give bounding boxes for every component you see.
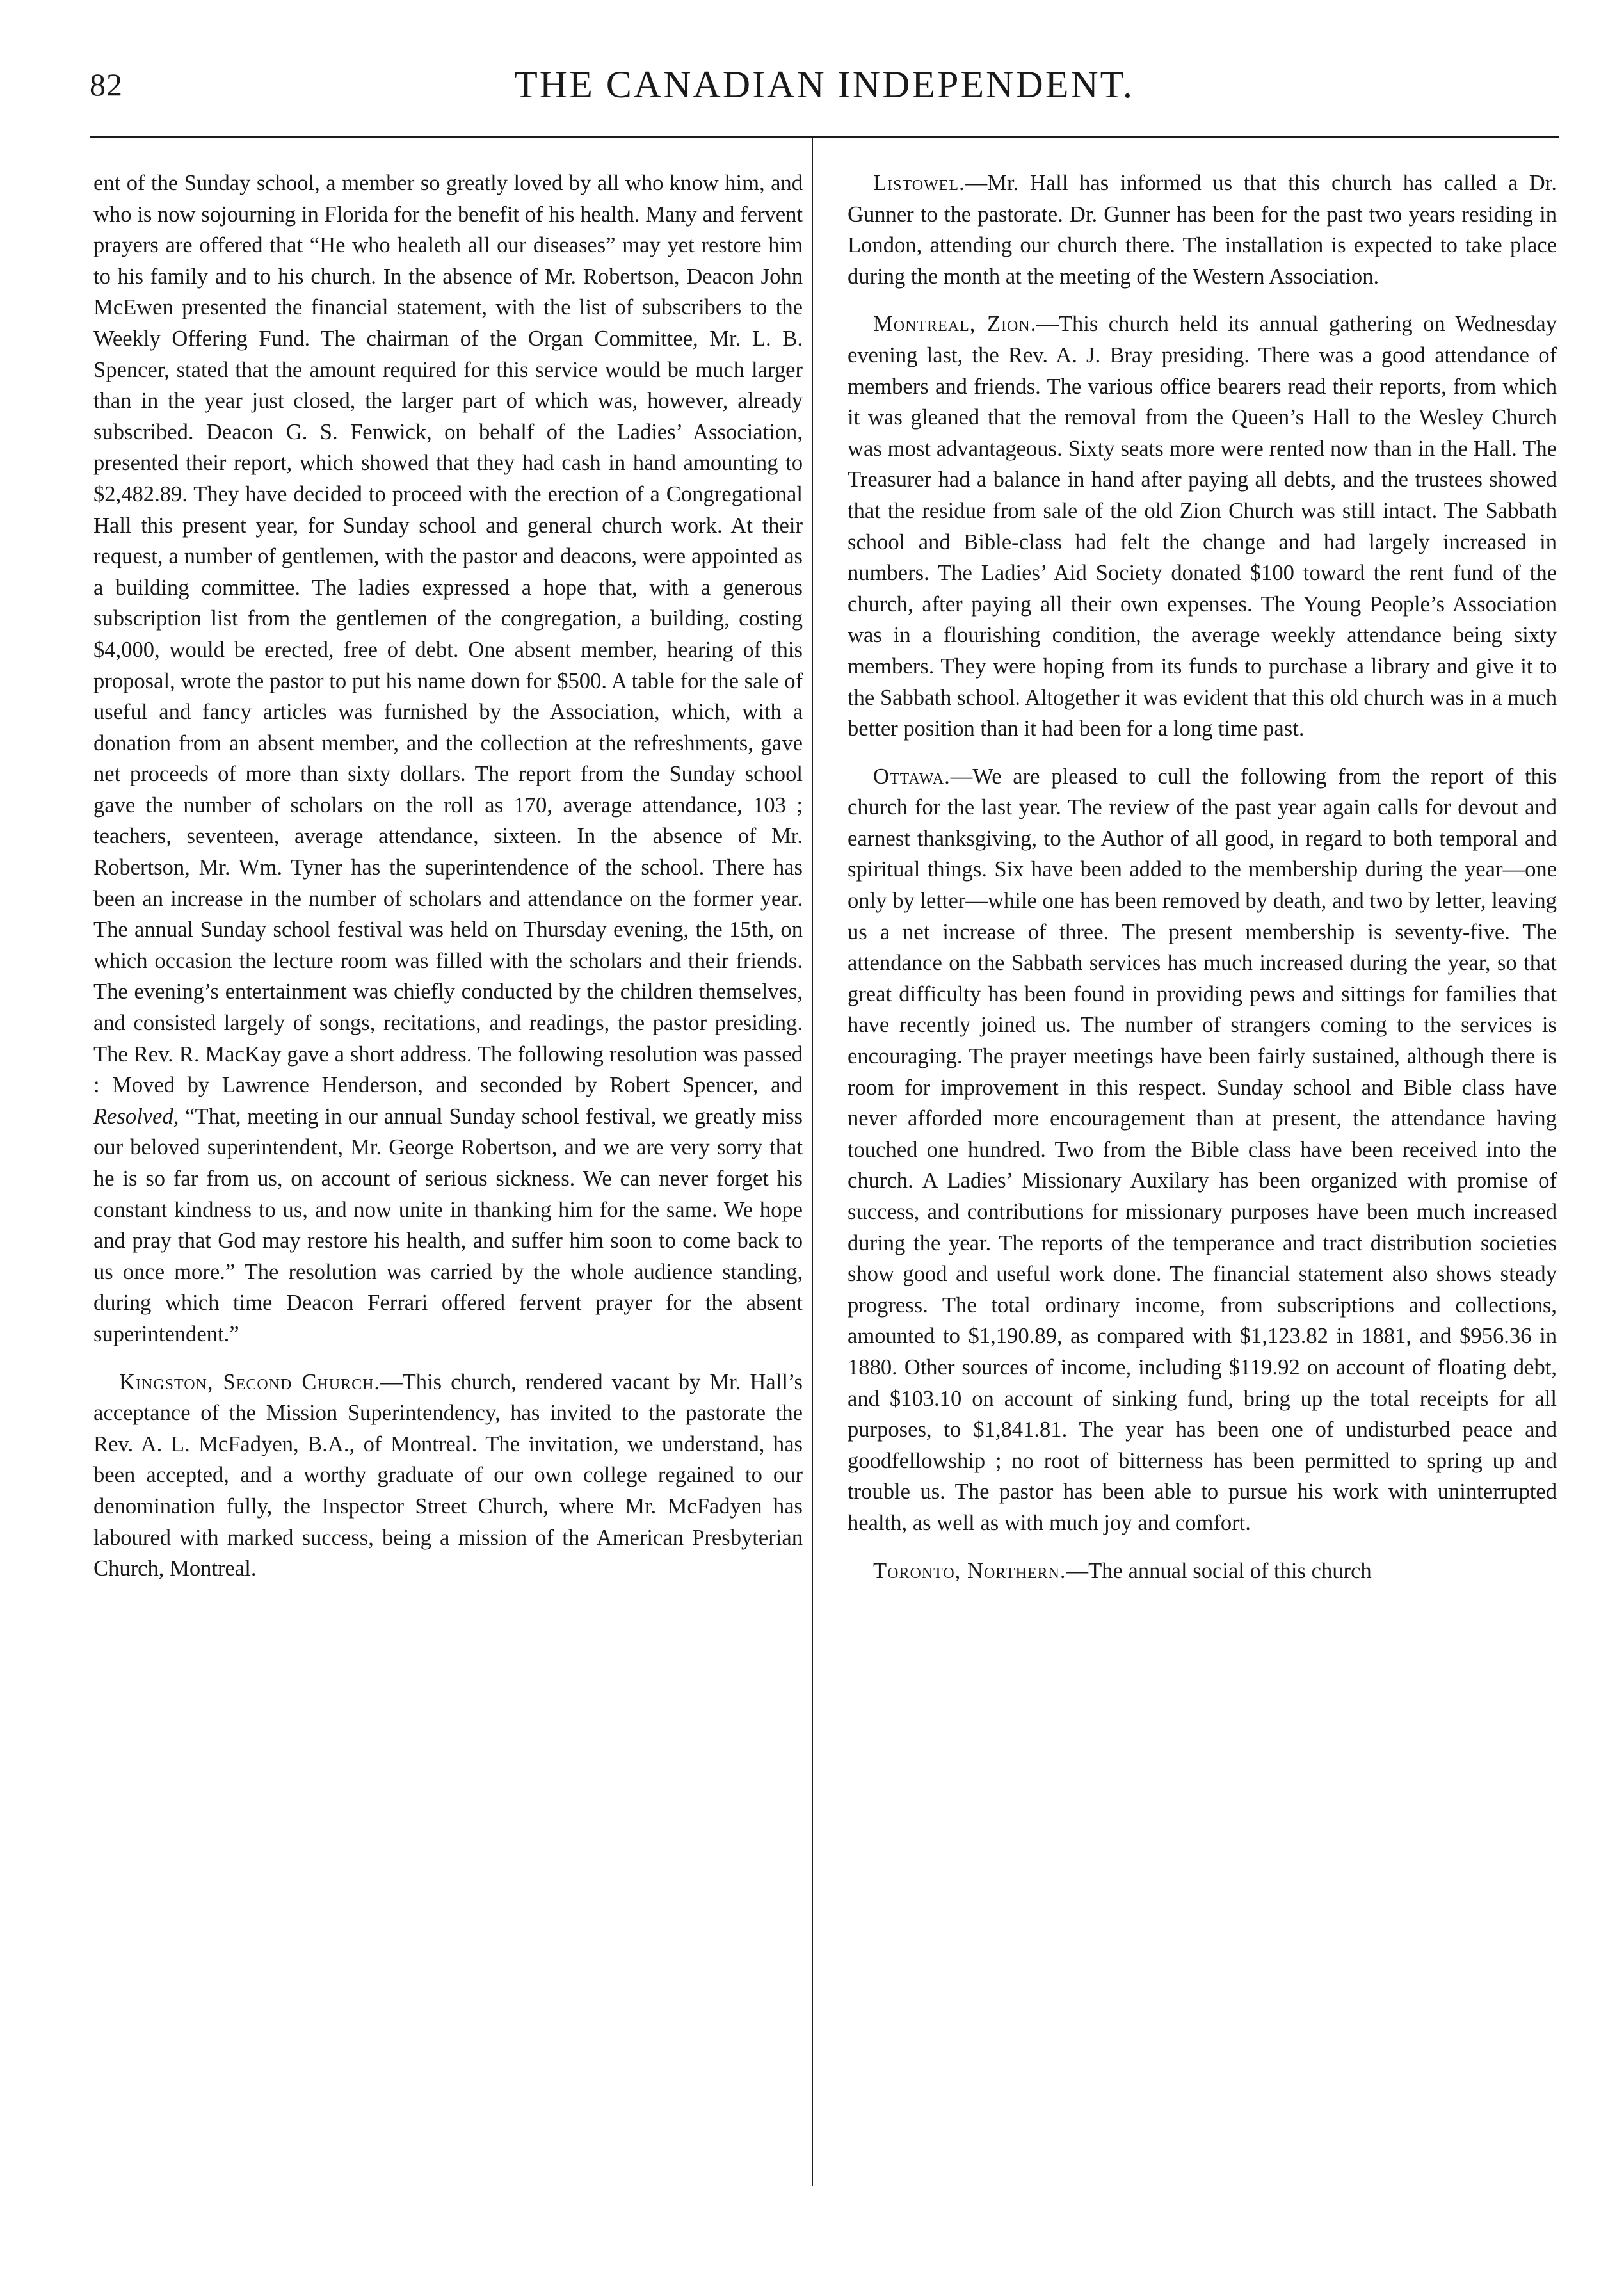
place-heading: Toronto, Northern. bbox=[873, 1558, 1066, 1583]
article-ottawa bbox=[848, 761, 1557, 1539]
header-rule bbox=[90, 136, 1559, 138]
article-text: —The annual social of this church bbox=[1066, 1558, 1372, 1583]
page-number: 82 bbox=[90, 67, 123, 102]
article-toronto-northern bbox=[848, 1556, 1557, 1587]
article-text: —Mr. Hall has informed us that this church has called a Dr. Gunner to the pastorate. Dr. Gunner has been for the past two years residing in London, attending our church there. The installation is expected to take place during the month at the meeting of the Western Association. bbox=[848, 171, 1557, 289]
place-heading: Kingston, Second Church. bbox=[119, 1369, 381, 1394]
article-text: —This church held its annual gathering on Wednesday evening last, the Rev. A. J. Bray presiding. There was a good attendance of members and friends. The various office bearers read their reports, from which it was gleaned that the removal from the Queen’s Hall to the Wesley Church was most advantageous. Sixty seats more were rented now than in the Hall. The Treasurer had a balance in hand after paying all debts, and the trustees showed that the residue from sale of the old Zion Church was still intact. The Sabbath school and Bible-class had felt the change and had largely increased in numbers. The Ladies’ Aid Society donated $100 toward the rent fund of the church, after paying all their own expenses. The Young People’s Association was in a flourishing condition, the average weekly attendance being sixty members. They were hoping from its funds to purchase a library and give it to the Sabbath school. Altogether it was evident that this old church was in a much better position than it had been for a long time past. bbox=[848, 312, 1557, 741]
place-heading: Ottawa. bbox=[873, 764, 951, 789]
article-text: —This church, rendered vacant by Mr. Hall’s acceptance of the Mission Superintendency, has invited to the pastorate the Rev. A. L. McFadyen, B.A., of Montreal. The invitation, we understand, has been accepted, and a worthy graduate of our own college regained to our denomination fully, the Inspector Street Church, where Mr. McFadyen has laboured with marked success, being a mission of the American Presbyterian Church, Montreal. bbox=[93, 1369, 803, 1581]
article-kingston bbox=[93, 1367, 803, 1584]
article-text-italic: Resolved, bbox=[93, 1104, 179, 1129]
article-listowel bbox=[848, 168, 1557, 292]
running-title: THE CANADIAN INDEPENDENT. bbox=[514, 63, 1134, 106]
column-divider bbox=[812, 138, 813, 2186]
place-heading: Listowel. bbox=[873, 171, 965, 195]
article-text: “That, meeting in our annual Sunday school festival, we greatly miss our beloved superintendent, Mr. George Robertson, and we are very sorry that he is so far from us, on account of serious sickness. We can never forget his constant kindness to us, and now unite in thanking him for the same. We hope and pray that God may restore his health, and suffer him soon to come back to us once more.” The resolution was carried by the whole audience standing, during which time Deacon Ferrari offered fervent prayer for the absent superintendent.” bbox=[93, 1104, 803, 1346]
place-heading: Montreal, Zion. bbox=[873, 312, 1037, 337]
right-column bbox=[848, 168, 1557, 1586]
page-header bbox=[90, 59, 1559, 110]
article-text: ent of the Sunday school, a member so greatly loved by all who know him, and who is now sojourning in Florida for the benefit of his health. Many and fervent prayers are offered that “He who healeth all our diseases” may yet restore him to his family and to his church. In the absence of Mr. Robertson, Deacon John McEwen presented the financial statement, with the list of subscribers to the Weekly Offering Fund. The chairman of the Organ Committee, Mr. L. B. Spencer, stated that the amount required for this service would be much larger than in the year just closed, the larger part of which was, however, already subscribed. Deacon G. S. Fenwick, on behalf of the Ladies’ Association, presented their report, which showed that they had cash in hand amounting to $2,482.89. They have decided to proceed with the erection of a Congregational Hall this present year, for Sunday school and general church work. At their request, a number of gentlemen, with the pastor and deacons, were appointed as a building committee. The ladies expressed a hope that, with a generous subscription list from the gentlemen of the congregation, a building, costing $4,000, would be erected, free of debt. One absent member, hearing of this proposal, wrote the pastor to put his name down for $500. A table for the sale of useful and fancy articles was furnished by the Association, which, with a donation from an absent member, and the collection at the refreshments, gave net proceeds of more than sixty dollars. The report from the Sunday school gave the number of scholars on the roll as 170, average attendance, 103 ; teachers, seventeen, average attendance, sixteen. In the absence of Mr. Robertson, Mr. Wm. Tyner has the superintendence of the school. There has been an increase in the number of scholars and attendance on the former year. The annual Sunday school festival was held on Thursday evening, the 15th, on which occasion the lecture room was filled with the scholars and their friends. The evening’s entertainment was chiefly conducted by the children themselves, and consisted largely of songs, recitations, and readings, the pastor presiding. The Rev. R. MacKay gave a short address. The following resolution was passed : Moved by Lawrence Henderson, and seconded by Robert Spencer, and bbox=[93, 171, 803, 1098]
article-text: —We are pleased to cull the following from the report of this church for the last year. The review of the past year again calls for devout and earnest thanksgiving, to the Author of all good, in regard to both temporal and spiritual things. Six have been added to the membership during the year—one only by letter—while one has been removed by death, and two by letter, leaving us a net increase of three. The present membership is seventy-five. The attendance on the Sabbath services has much increased during the year, so that great difficulty has been found in providing pews and sittings for families that have recently joined us. The number of strangers coming to the services is encouraging. The prayer meetings have been fairly sustained, although there is room for improvement in this respect. Sunday school and Bible class have never afforded more encouragement than at present, the attendance having touched one hundred. Two from the Bible class have been received into the church. A Ladies’ Missionary Auxilary has been organized with promise of success, and contributions for missionary purposes have been much increased during the year. The reports of the temperance and tract distribution societies show good and useful work done. The financial statement also shows steady progress. The total ordinary income, from subscriptions and collections, amounted to $1,190.89, as compared with $1,123.82 in 1881, and $956.36 in 1880. Other sources of income, including $119.92 on account of floating debt, and $103.10 on account of sinking fund, bring up the total receipts for all purposes, to $1,841.81. The year has been one of undisturbed peace and goodfellowship ; no root of bitterness has been permitted to spring up and trouble us. The pastor has been able to pursue his work with uninterrupted health, as well as with much joy and comfort. bbox=[848, 764, 1557, 1535]
left-column bbox=[93, 168, 803, 1584]
article-continuation bbox=[93, 168, 803, 1350]
article-montreal-zion bbox=[848, 309, 1557, 744]
